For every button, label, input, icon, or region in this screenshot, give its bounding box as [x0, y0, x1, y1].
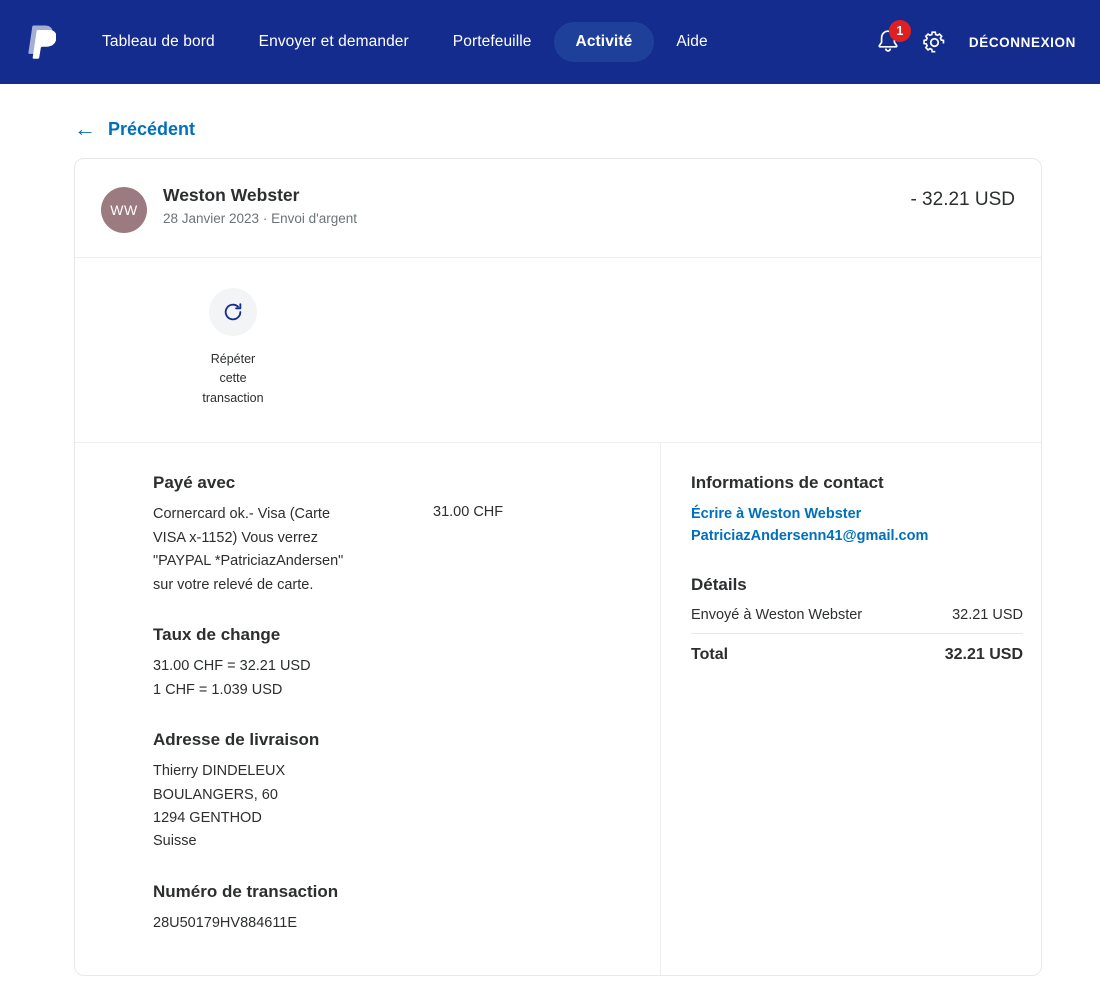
nav-links — [80, 22, 730, 62]
exchange-rate-title: Taux de change — [153, 625, 281, 645]
avatar: WW — [101, 187, 147, 233]
settings-button[interactable] — [922, 30, 947, 55]
details-left-column — [75, 443, 661, 975]
contact-info-title: Informations de contact — [691, 473, 884, 493]
paypal-logo-icon[interactable] — [20, 20, 62, 64]
notifications-button[interactable] — [876, 24, 904, 55]
exchange-rate-line-1: 31.00 CHF = 32.21 USD — [153, 658, 311, 675]
transaction-type: Envoi d'argent — [271, 211, 357, 226]
repeat-label-line1: Répéter — [210, 352, 256, 366]
transaction-counterparty-name: Weston Webster — [163, 185, 300, 205]
shipping-address-line-1: Thierry DINDELEUX — [153, 763, 286, 780]
transaction-meta — [163, 211, 910, 226]
meta-separator: · — [262, 211, 268, 226]
paid-with-description: Cornercard ok.- Visa (Carte VISA x-1152) Vous verrez "PAYPAL *PatriciazAndersen" sur votre relevé de carte. — [153, 506, 344, 593]
repeat-label-line2: cette — [219, 371, 247, 386]
details-row-label: Envoyé à Weston Webster — [691, 607, 863, 624]
transaction-amount: - 32.21 USD — [910, 189, 1015, 210]
transaction-date: 28 Janvier 2023 — [163, 211, 260, 226]
shipping-address-line-3: 1294 GENTHOD — [153, 810, 262, 826]
details-row — [691, 605, 1023, 634]
logout-button[interactable]: DÉCONNEXION — [968, 34, 1076, 50]
repeat-transaction-button[interactable] — [179, 288, 287, 408]
contact-write-link[interactable]: Écrire à Weston Webster — [691, 506, 862, 523]
back-button-label: Précédent — [108, 118, 196, 139]
exchange-rate-line-2: 1 CHF = 1.039 USD — [153, 681, 283, 698]
nav-item-send-request[interactable]: Envoyer et demander — [258, 33, 409, 50]
details-title: Détails — [691, 575, 747, 595]
transaction-number-title: Numéro de transaction — [153, 881, 339, 901]
top-navigation-bar — [0, 0, 1100, 84]
nav-item-activity[interactable]: Activité — [554, 22, 655, 62]
paid-with-amount: 31.00 CHF — [433, 504, 504, 521]
details-total-value: 32.21 USD — [944, 646, 1023, 664]
gear-icon — [922, 30, 947, 55]
details-total-row — [691, 634, 1023, 674]
paid-with-title: Payé avec — [153, 473, 236, 493]
contact-email-link[interactable]: PatriciazAndersenn41@gmail.com — [691, 528, 929, 545]
paid-with-row — [153, 503, 640, 597]
repeat-transaction-section — [75, 258, 1041, 443]
transaction-detail-card — [74, 158, 1042, 976]
notification-count-badge: 1 — [889, 20, 911, 42]
repeat-label-line3: transaction — [202, 390, 264, 405]
transaction-header — [75, 159, 1041, 258]
page-content — [0, 84, 1100, 976]
transaction-details — [75, 443, 1041, 975]
details-total-label: Total — [691, 646, 729, 664]
nav-item-help[interactable]: Aide — [676, 33, 708, 50]
repeat-transaction-label — [202, 350, 263, 408]
back-button[interactable] — [0, 84, 195, 158]
nav-right-controls — [876, 24, 1076, 55]
nav-item-wallet[interactable]: Portefeuille — [452, 33, 532, 50]
details-right-column — [661, 443, 1041, 975]
refresh-icon — [209, 288, 257, 336]
shipping-address-line-4: Suisse — [153, 833, 197, 850]
shipping-address-line-2: BOULANGERS, 60 — [153, 786, 278, 803]
arrow-left-icon: ← — [74, 116, 96, 141]
details-row-value: 32.21 USD — [952, 607, 1023, 624]
nav-item-dashboard[interactable]: Tableau de bord — [102, 33, 215, 50]
transaction-number-value: 28U50179HV884611E — [153, 914, 298, 931]
shipping-address-title: Adresse de livraison — [153, 730, 320, 750]
